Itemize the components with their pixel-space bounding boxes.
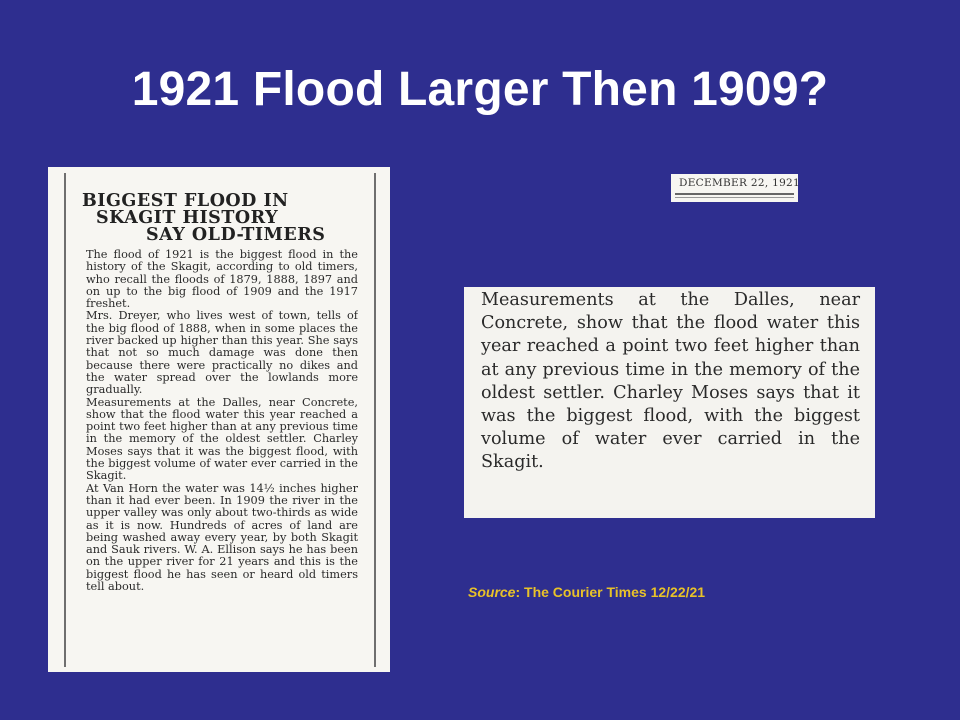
source-text: : The Courier Times 12/22/21 [515, 584, 706, 600]
clipping-headline-line2: SKAGIT HISTORY [96, 208, 279, 228]
source-citation [468, 583, 705, 601]
date-rule [675, 193, 794, 195]
clipping-headline-line1: BIGGEST FLOOD IN [82, 191, 289, 211]
zoomed-excerpt [464, 287, 875, 518]
newspaper-clipping [48, 167, 390, 672]
excerpt-text: Measurements at the Dalles, near Concrete, show that the flood water this year reached a point two feet higher than at any previous time in the memory of the oldest settler. Charley Moses says that it was the biggest flood, with the biggest volume of water ever carried in the Skagit. [481, 290, 860, 473]
source-label: Source [468, 584, 516, 600]
clipping-article-body: The flood of 1921 is the biggest flood in the history of the Skagit, according to old timers, who recall the floods of 1879, 1888, 1897 and on up to the big flood of 1909 and the 1917 freshet. Mrs. Dreyer, who lives west of town, tells of the big flood of 1888, when in some places the river backed up higher than this year. She says that not so much damage was done then because there were practically no dikes and the water spread over the lowlands more gradually. Measurements at the Dalles, near Concrete, show that the flood water this year reached a point two feet higher than at any previous time in the memory of the oldest settler. Charley Moses says that it was the biggest flood, with the biggest volume of water ever carried in the Skagit. At Van Horn the water was 14½ inches higher than it had ever been. In 1909 the river in the upper valley was only about two-thirds as wide as it is now. Hundreds of acres of land are being washed away every year, by both Skagit and Sauk rivers. W. A. Ellison says he has been on the upper river for 21 years and this is the biggest flood he has seen or heard old timers tell about. [86, 249, 358, 594]
slide-title: 1921 Flood Larger Then 1909? [131, 63, 829, 116]
newspaper-date: DECEMBER 22, 1921 [679, 177, 801, 189]
clipping-headline-line3: SAY OLD-TIMERS [146, 225, 326, 245]
date-rule-thin [675, 197, 794, 198]
clipping-headline [76, 193, 376, 244]
newspaper-date-strip [671, 174, 801, 202]
